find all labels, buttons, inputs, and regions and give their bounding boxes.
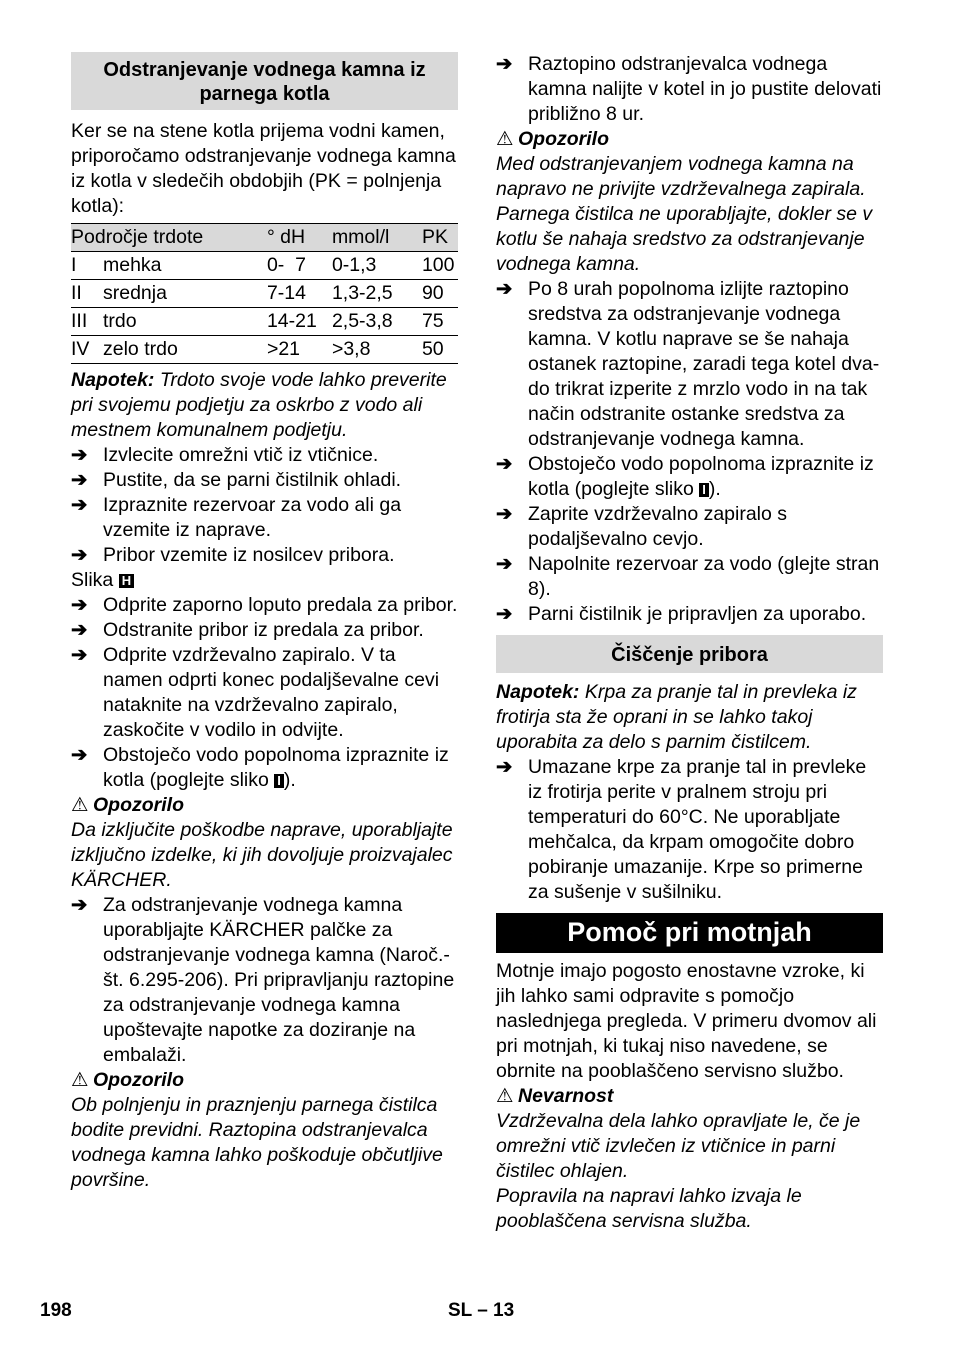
table-cell: 50 (422, 336, 458, 364)
troubleshooting-title: Pomoč pri motnjah (496, 913, 883, 953)
hardness-note (71, 368, 458, 443)
language-page-label: SL – 13 (448, 1300, 515, 1321)
danger-title: Nevarnost (518, 1085, 614, 1107)
arrow-icon: ➔ (496, 756, 513, 778)
step-text: Zaprite vzdrževalno zapiralo s podaljševalno cevjo. (528, 503, 788, 550)
arrow-icon: ➔ (71, 619, 88, 641)
warning-text: Ob polnjenju in praznjenju parnega čistilca bodite previdni. Raztopina odstranjevalca vodnega kamna lahko poškoduje občutljive površine. (71, 1094, 443, 1191)
section-title-descaling: Odstranjevanje vodnega kamna iz parnega kotla (71, 52, 458, 110)
figure-reference (71, 568, 458, 593)
arrow-icon: ➔ (71, 494, 88, 516)
table-cell: trdo (103, 308, 267, 336)
table-cell: srednja (103, 280, 267, 308)
note-label: Napotek: (496, 681, 580, 703)
figure-h-icon: H (119, 574, 134, 588)
table-cell: 100 (422, 252, 458, 280)
step-text: Raztopino odstranjevalca vodnega kamna nalijte v kotel in jo pustite delovati približno 8 ur. (528, 53, 882, 125)
table-cell: >3,8 (332, 336, 422, 364)
table-row (71, 252, 458, 280)
note-text: Trdoto svoje vode lahko preverite pri svojemu podjetju za oskrbo z vodo ali mestnem komunalnem podjetju. (71, 369, 447, 441)
step-item (71, 443, 458, 468)
arrow-icon: ➔ (496, 503, 513, 525)
warning-title: Opozorilo (93, 794, 184, 816)
warning-icon: ⚠ (71, 794, 89, 816)
table-row (71, 280, 458, 308)
table-cell: 75 (422, 308, 458, 336)
warning-title: Opozorilo (93, 1069, 184, 1091)
table-cell: 90 (422, 280, 458, 308)
table-cell: 7-14 (267, 280, 332, 308)
note-label: Napotek: (71, 369, 155, 391)
step-item (496, 52, 883, 127)
hardness-table (71, 223, 458, 364)
danger-text: Popravila na napravi lahko izvaja le pooblaščena servisna služba. (496, 1185, 802, 1232)
note-text: Krpa za pranje tal in prevleka iz frotirja sta že oprani in se lahko takoj uporabita za delo s parnim čistilcem. (496, 681, 857, 753)
step-text: Pustite, da se parni čistilnik ohladi. (103, 469, 402, 491)
step-item (71, 643, 458, 743)
table-cell: >21 (267, 336, 332, 364)
step-item (496, 277, 883, 452)
warning-heading (71, 1068, 458, 1093)
warning-heading (71, 793, 458, 818)
step-item (71, 743, 458, 793)
table-row (71, 336, 458, 364)
step-text: Parni čistilnik je pripravljen za uporabo. (528, 603, 867, 625)
step-item (496, 755, 883, 905)
arrow-icon: ➔ (496, 53, 513, 75)
step-text: Umazane krpe za pranje tal in prevleke iz frotirja perite v pralnem stroju pri temperaturi do 60°C. Ne uporabljate mehčalca, da krpam omogočite dobro pobiranje umazanije. Krpe so primerne za sušenje v sušilniku. (528, 756, 867, 903)
arrow-icon: ➔ (496, 603, 513, 625)
arrow-icon: ➔ (71, 444, 88, 466)
step-text-end: ). (283, 769, 296, 791)
accessories-note (496, 680, 883, 755)
arrow-icon: ➔ (71, 469, 88, 491)
step-item (71, 543, 458, 568)
table-cell: 14-21 (267, 308, 332, 336)
table-cell: 2,5-3,8 (332, 308, 422, 336)
arrow-icon: ➔ (71, 744, 88, 766)
step-text: Obstoječo vodo popolnoma izpraznite iz kotla (poglejte sliko (103, 744, 449, 791)
table-row (71, 308, 458, 336)
step-text: Odprite vzdrževalno zapiralo. V ta namen odprti konec podaljševalne cevi nataknite na vzdrževalno zapiralo, zaskočite v vodilo in odvijte. (103, 644, 440, 741)
step-text: Obstoječo vodo popolnoma izpraznite iz kotla (poglejte sliko (528, 453, 874, 500)
descaling-intro: Ker se na stene kotla prijema vodni kamen, priporočamo odstranjevanje vodnega kamna iz kotla v sledečih obdobjih (PK = polnjenja kotla): (71, 120, 456, 217)
step-text: Po 8 urah popolnoma izlijte raztopino sredstva za odstranjevanje vodnega kamna. V kotlu naprave se še nahaja ostanek raztopine, zaradi tega kotel dva- do trikrat izperite z mrzlo vodo in na tak način odstranite ostanke sredstva za odstranjevanje vodnega kamna. (528, 278, 880, 450)
table-cell: III (71, 308, 103, 336)
step-item (496, 452, 883, 502)
table-header-row (71, 224, 458, 252)
warning-icon: ⚠ (71, 1069, 89, 1091)
step-text: Za odstranjevanje vodnega kamna uporabljajte KÄRCHER palčke za odstranjevanje vodnega kamna (Naroč.-št. 6.295-206). Pri pripravljanju raztopine za odstranjevanje vodnega kamna upoštevajte napotke za doziranje na embalaži. (103, 894, 455, 1066)
step-item (71, 593, 458, 618)
page-number: 198 (40, 1300, 72, 1321)
table-cell: I (71, 252, 103, 280)
step-text: Odprite zaporno loputo predala za pribor. (103, 594, 458, 616)
warning-heading (496, 127, 883, 152)
table-cell: 0-1,3 (332, 252, 422, 280)
table-cell: 0- 7 (267, 252, 332, 280)
table-cell: 1,3-2,5 (332, 280, 422, 308)
step-text: Pribor vzemite iz nosilcev pribora. (103, 544, 395, 566)
table-cell: mehka (103, 252, 267, 280)
danger-heading (496, 1084, 883, 1109)
table-cell: II (71, 280, 103, 308)
warning-text: Da izključite poškodbe naprave, uporabljajte izključno izdelke, ki jih dovoljuje proizvajalec KÄRCHER. (71, 819, 453, 891)
arrow-icon: ➔ (71, 544, 88, 566)
step-item (496, 502, 883, 552)
arrow-icon: ➔ (71, 594, 88, 616)
table-header: ° dH (267, 224, 332, 252)
arrow-icon: ➔ (71, 644, 88, 666)
arrow-icon: ➔ (496, 553, 513, 575)
step-item (71, 468, 458, 493)
step-item (71, 618, 458, 643)
warning-icon: ⚠ (496, 128, 514, 150)
step-text: Odstranite pribor iz predala za pribor. (103, 619, 424, 641)
table-header: PK (422, 224, 458, 252)
step-item (71, 893, 458, 1068)
step-text-end: ). (708, 478, 721, 500)
figure-label: Slika (71, 569, 114, 591)
table-cell: zelo trdo (103, 336, 267, 364)
troubleshooting-intro: Motnje imajo pogosto enostavne vzroke, ki jih lahko sami odpravite s pomočjo naslednjega pregleda. V primeru dvomov ali pri motnjah, ki tukaj niso navedene, se obrnite na pooblaščeno servisno službo. (496, 960, 877, 1082)
step-text: Izvlecite omrežni vtič iz vtičnice. (103, 444, 379, 466)
danger-text: Vzdrževalna dela lahko opravljate le, če je omrežni vtič izvlečen iz vtičnice in parni čistilec ohlajen. (496, 1110, 861, 1182)
table-cell: IV (71, 336, 103, 364)
step-text: Napolnite rezervoar za vodo (glejte stran 8). (528, 553, 880, 600)
arrow-icon: ➔ (496, 453, 513, 475)
warning-text: Med odstranjevanjem vodnega kamna na napravo ne privijte vzdrževalnega zapirala. Parnega čistilca ne uporabljajte, dokler se v kotlu še nahaja sredstvo za odstranjevanje vodnega kamna. (496, 153, 873, 275)
table-header: mmol/l (332, 224, 422, 252)
table-header: Področje trdote (71, 224, 267, 252)
step-item (71, 493, 458, 543)
section-title-accessories: Čiščenje pribora (496, 635, 883, 673)
arrow-icon: ➔ (71, 894, 88, 916)
figure-i-icon: I (274, 774, 284, 788)
warning-icon: ⚠ (496, 1085, 514, 1107)
warning-title: Opozorilo (518, 128, 609, 150)
right-column (496, 52, 883, 1234)
arrow-icon: ➔ (496, 278, 513, 300)
figure-i-icon: I (699, 483, 709, 497)
step-item (496, 552, 883, 602)
step-item (496, 602, 883, 627)
left-column (71, 52, 458, 1193)
step-text: Izpraznite rezervoar za vodo ali ga vzemite iz naprave. (103, 494, 402, 541)
